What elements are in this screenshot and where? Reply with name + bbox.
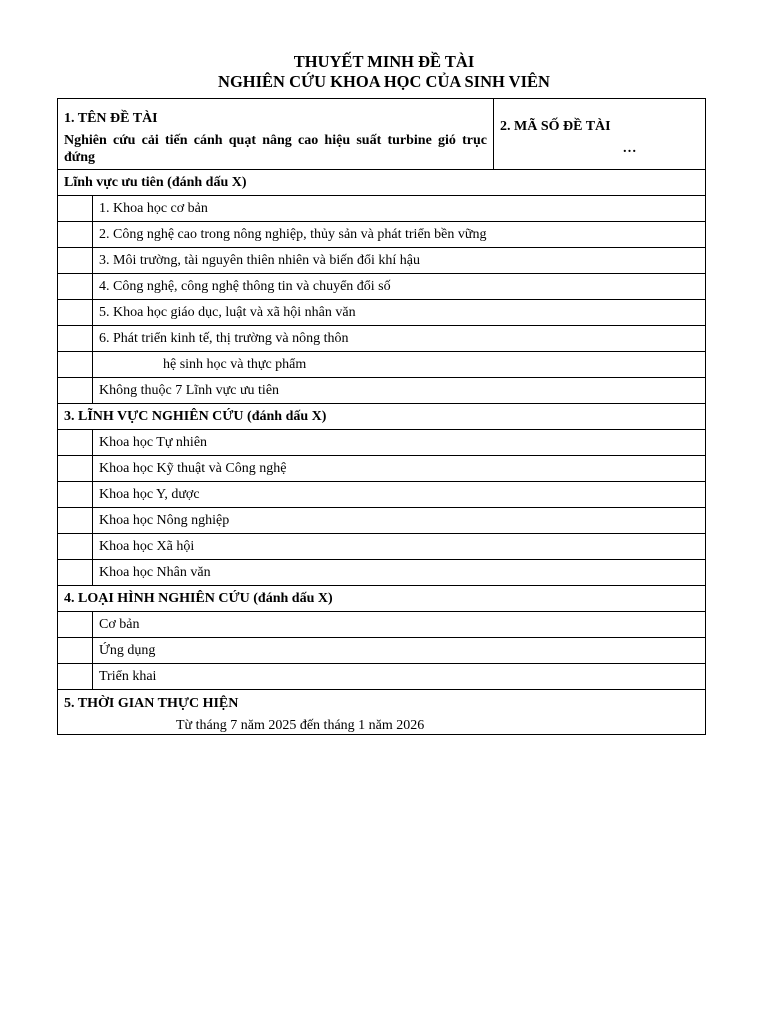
research-field-label: Khoa học Y, dược <box>93 482 706 508</box>
priority-item-row <box>58 378 706 404</box>
research-type-row <box>58 638 706 664</box>
research-field-label: Khoa học Kỹ thuật và Công nghệ <box>93 456 706 482</box>
priority-item-label: 5. Khoa học giáo dục, luật và xã hội nhân văn <box>93 300 706 326</box>
research-field-checkbox[interactable] <box>58 508 93 534</box>
title-line-2: NGHIÊN CỨU KHOA HỌC CỦA SINH VIÊN <box>218 72 550 91</box>
research-field-row <box>58 430 706 456</box>
research-type-checkbox[interactable] <box>58 638 93 664</box>
research-field-row <box>58 482 706 508</box>
research-field-row <box>58 560 706 586</box>
duration-field[interactable]: Từ tháng 7 năm 2025 đến tháng 1 năm 2026 <box>176 718 425 733</box>
research-field-checkbox[interactable] <box>58 482 93 508</box>
topic-row <box>58 99 706 170</box>
topic-name-cell <box>58 99 494 170</box>
priority-item-checkbox[interactable] <box>58 352 93 378</box>
research-field-checkbox[interactable] <box>58 456 93 482</box>
priority-item-row <box>58 222 706 248</box>
priority-item-checkbox[interactable] <box>58 326 93 352</box>
research-type-label: Triển khai <box>93 664 706 690</box>
research-field-label: Khoa học Xã hội <box>93 534 706 560</box>
priority-item-row <box>58 248 706 274</box>
topic-code-field[interactable]: … <box>622 141 637 156</box>
research-field-row <box>58 456 706 482</box>
priority-item-label: 2. Công nghệ cao trong nông nghiệp, thủy sản và phát triển bền vững <box>93 222 706 248</box>
priority-item-label: 6. Phát triển kinh tế, thị trường và nông thôn <box>93 326 706 352</box>
research-type-row <box>58 612 706 638</box>
proposal-form-table <box>57 98 706 735</box>
research-field-checkbox[interactable] <box>58 560 93 586</box>
section-2-heading: 2. MÃ SỐ ĐỀ TÀI <box>500 119 611 134</box>
priority-item-label: 4. Công nghệ, công nghệ thông tin và chuyển đổi số <box>93 274 706 300</box>
priority-item-row <box>58 300 706 326</box>
priority-item-checkbox[interactable] <box>58 274 93 300</box>
priority-item-row <box>58 326 706 352</box>
priority-item-checkbox[interactable] <box>58 378 93 404</box>
priority-item-row <box>58 352 706 378</box>
priority-item-row <box>58 274 706 300</box>
topic-name-field[interactable]: Nghiên cứu cải tiến cánh quạt nâng cao hiệu suất turbine gió trục đứng <box>64 132 487 165</box>
research-field-label: Khoa học Tự nhiên <box>93 430 706 456</box>
title-line-1: THUYẾT MINH ĐỀ TÀI <box>293 52 475 71</box>
research-field-checkbox[interactable] <box>58 430 93 456</box>
section-3-heading: 3. LĨNH VỰC NGHIÊN CỨU (đánh dấu X) <box>58 404 706 430</box>
research-type-label: Ứng dụng <box>93 638 706 664</box>
priority-fields-heading-row <box>58 170 706 196</box>
research-type-row <box>58 664 706 690</box>
duration-cell <box>58 690 706 735</box>
priority-item-checkbox[interactable] <box>58 248 93 274</box>
priority-item-label: hệ sinh học và thực phẩm <box>93 352 706 378</box>
research-field-row <box>58 508 706 534</box>
research-type-heading-row <box>58 586 706 612</box>
duration-row <box>58 690 706 735</box>
priority-item-checkbox[interactable] <box>58 300 93 326</box>
section-1-heading: 1. TÊN ĐỀ TÀI <box>64 110 158 126</box>
research-type-checkbox[interactable] <box>58 612 93 638</box>
research-field-checkbox[interactable] <box>58 534 93 560</box>
research-field-row <box>58 534 706 560</box>
section-5-heading: 5. THỜI GIAN THỰC HIỆN <box>64 696 239 711</box>
priority-item-checkbox[interactable] <box>58 222 93 248</box>
section-4-heading: 4. LOẠI HÌNH NGHIÊN CỨU (đánh dấu X) <box>58 586 706 612</box>
priority-item-label: Không thuộc 7 Lĩnh vực ưu tiên <box>93 378 706 404</box>
topic-code-cell <box>494 99 706 170</box>
document-title <box>0 52 768 92</box>
research-field-label: Khoa học Nông nghiệp <box>93 508 706 534</box>
research-field-label: Khoa học Nhân văn <box>93 560 706 586</box>
research-type-checkbox[interactable] <box>58 664 93 690</box>
priority-fields-heading: Lĩnh vực ưu tiên (đánh dấu X) <box>58 170 706 196</box>
priority-item-label: 3. Môi trường, tài nguyên thiên nhiên và biến đổi khí hậu <box>93 248 706 274</box>
research-field-heading-row <box>58 404 706 430</box>
priority-item-row <box>58 196 706 222</box>
research-type-label: Cơ bản <box>93 612 706 638</box>
priority-item-checkbox[interactable] <box>58 196 93 222</box>
priority-item-label: 1. Khoa học cơ bản <box>93 196 706 222</box>
